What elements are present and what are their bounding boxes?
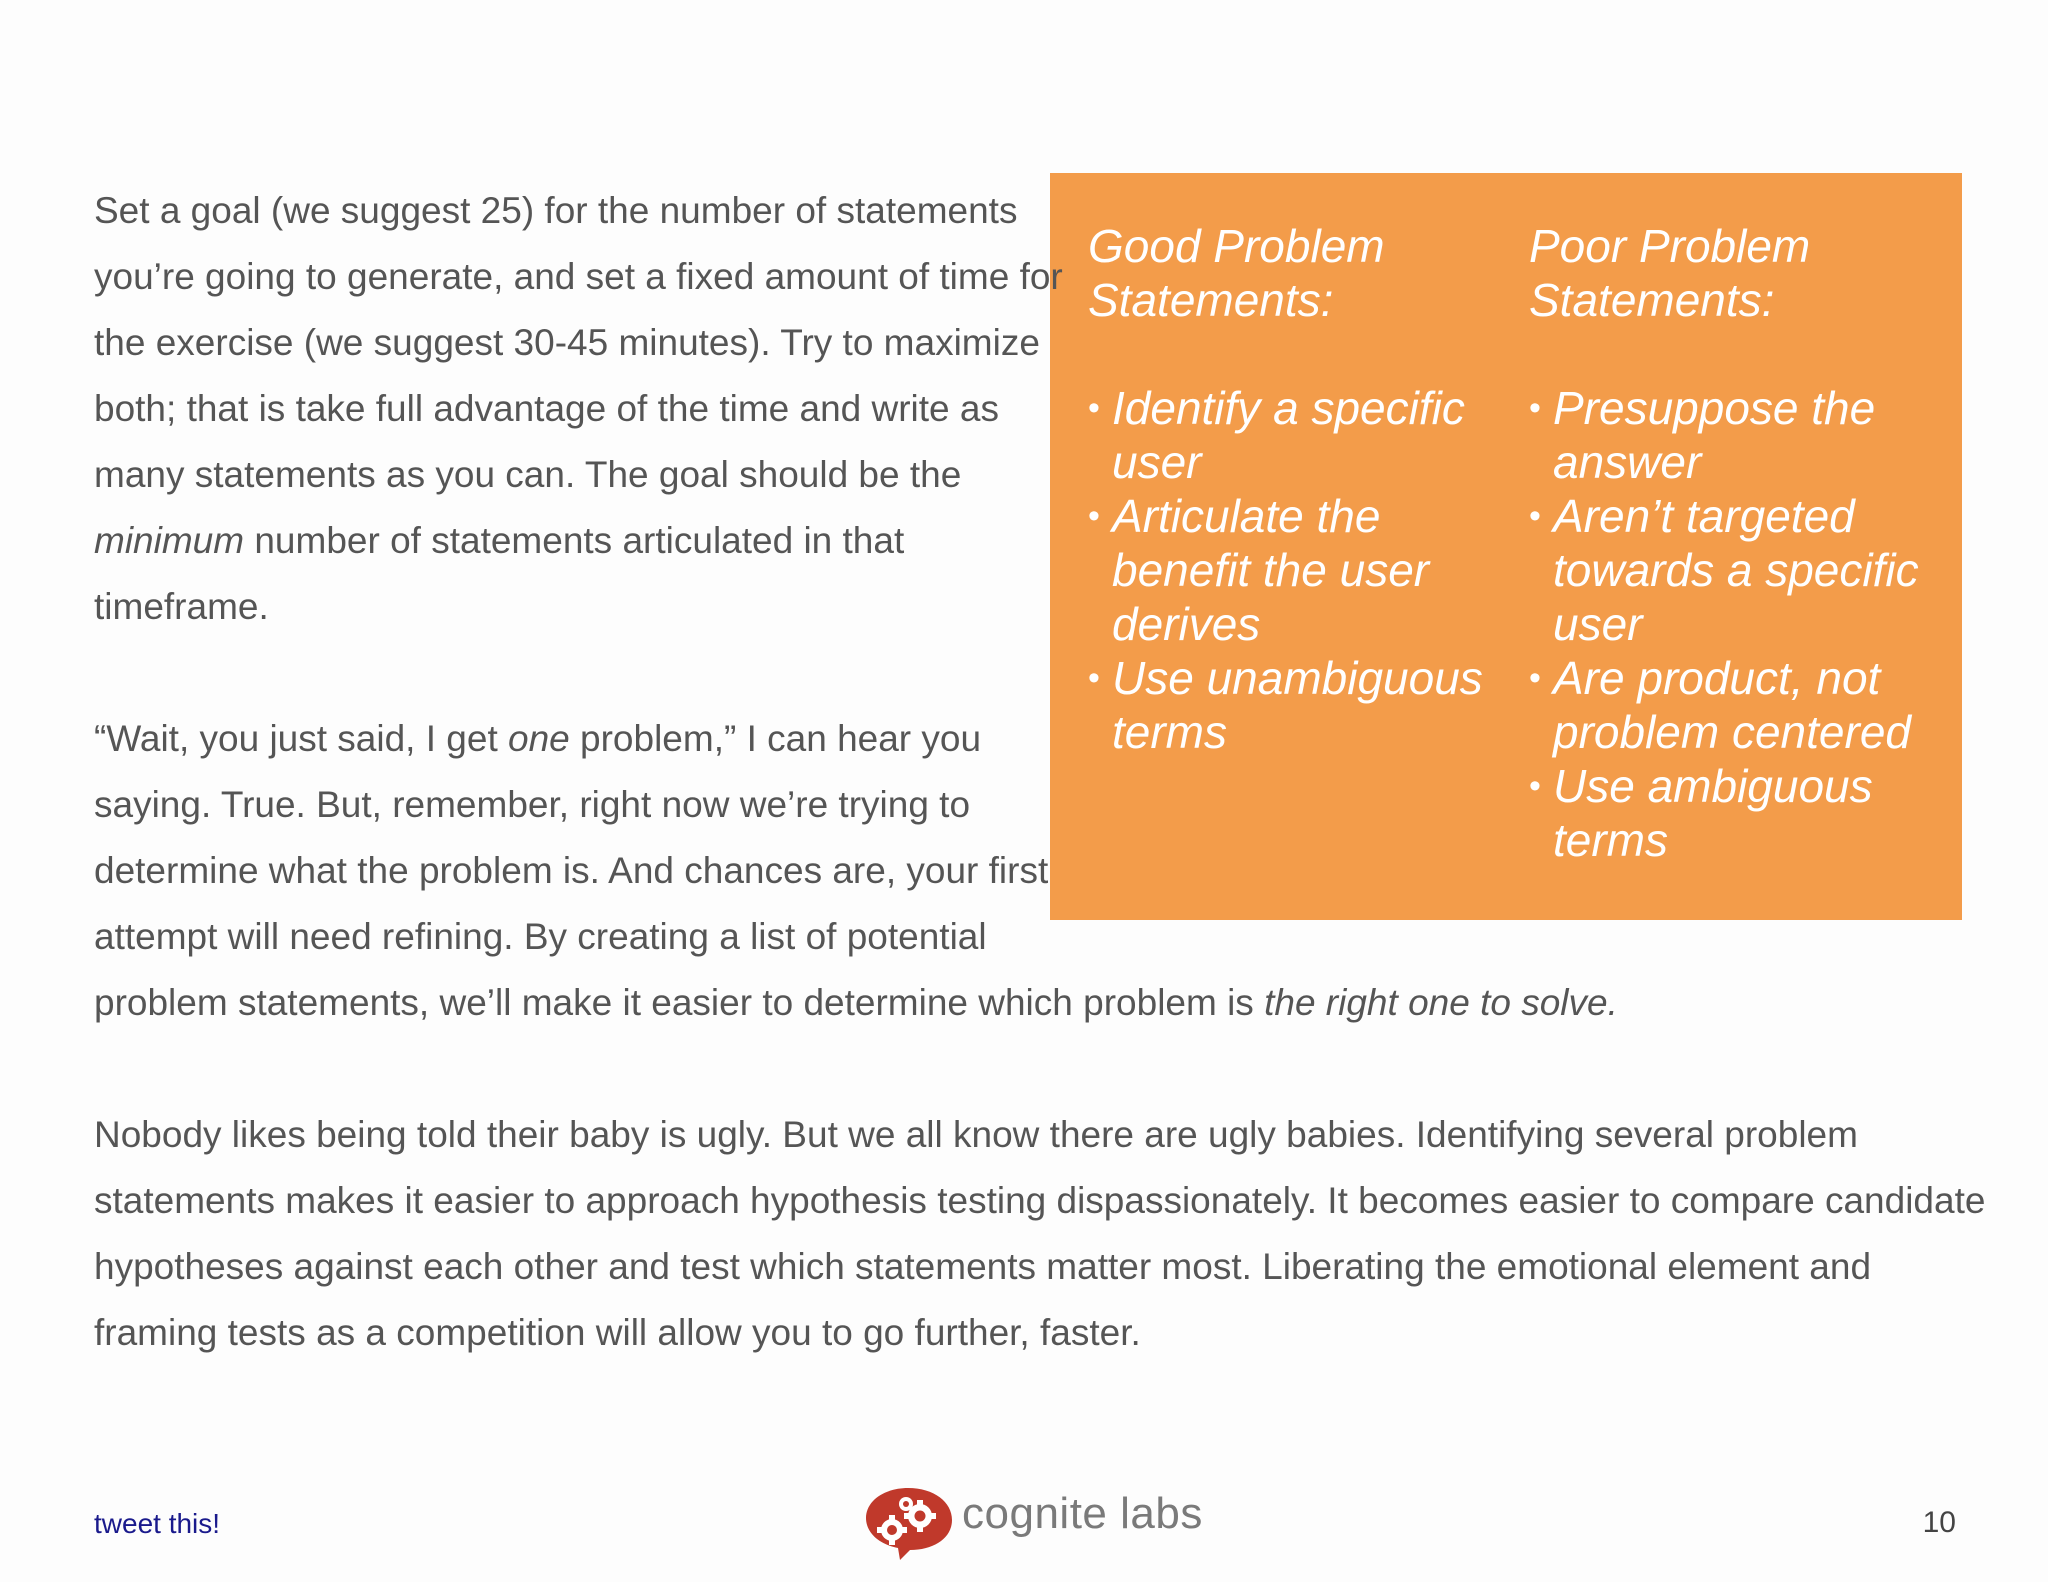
gears-speech-bubble-icon <box>860 1482 956 1562</box>
list-item-text: Identify a specific user <box>1112 382 1465 488</box>
bullet-icon: • <box>1088 659 1100 697</box>
text-run: Set a goal (we suggest 25) for the number of statements you’re going to generate, and set a fixed amount of time for the exercise (we suggest 30-45 minutes). Try to maximize both; that is take full advantage of the time and write as many statements as you can. The goal should be the <box>94 190 1063 495</box>
body-text <box>94 178 1994 1366</box>
list-item-text: Aren’t targeted towards a specific user <box>1553 490 1919 650</box>
bullet-icon: • <box>1529 767 1541 805</box>
text-run: “Wait, you just said, I get <box>94 718 509 759</box>
page-number: 10 <box>1922 1506 1956 1539</box>
text-run: number of statements articulated in that timeframe. <box>94 520 905 627</box>
text-run: problem,” I can hear you saying. True. But, remember, right now we’re trying to determine what the problem is. And chances are, your first attempt will need refining. By creating a list of potential problem statements, we’ll make it easier to determine which problem is <box>94 718 1265 1023</box>
emphasis-one: one <box>508 718 570 759</box>
tweet-this-link[interactable]: tweet this! <box>94 1508 221 1539</box>
bullet-icon: • <box>1529 659 1541 697</box>
bullet-icon: • <box>1529 389 1541 427</box>
logo-wordmark: cognite labs <box>962 1489 1203 1538</box>
list-item-text: Are product, not problem centered <box>1553 652 1911 758</box>
emphasis-minimum: minimum <box>94 520 245 561</box>
list-item-text: Presuppose the answer <box>1553 382 1876 488</box>
bullet-icon: • <box>1088 389 1100 427</box>
callout-wrap-spacer <box>1074 178 1994 960</box>
good-statements-heading: Good Problem Statements: <box>1088 220 1385 326</box>
poor-statements-heading: Poor Problem Statements: <box>1529 220 1811 326</box>
list-item-text: Use ambiguous terms <box>1553 760 1873 866</box>
list-item-text: Use unambiguous terms <box>1112 652 1483 758</box>
list-item-text: Articulate the benefit the user derives <box>1112 490 1430 650</box>
emphasis-right-one: the right one to solve. <box>1264 982 1618 1023</box>
bullet-icon: • <box>1088 497 1100 535</box>
cognite-labs-logo <box>860 1482 1203 1562</box>
bullet-icon: • <box>1529 497 1541 535</box>
paragraph-ugly-babies: Nobody likes being told their baby is ugly. But we all know there are ugly babies. Identifying several problem statements makes it easier to approach hypothesis testing dispassionately. It becomes easier to compare candidate hypotheses against each other and test which statements matter most. Liberating the emotional element and framing tests as a competition will allow you to go further, faster. <box>94 1114 1986 1353</box>
